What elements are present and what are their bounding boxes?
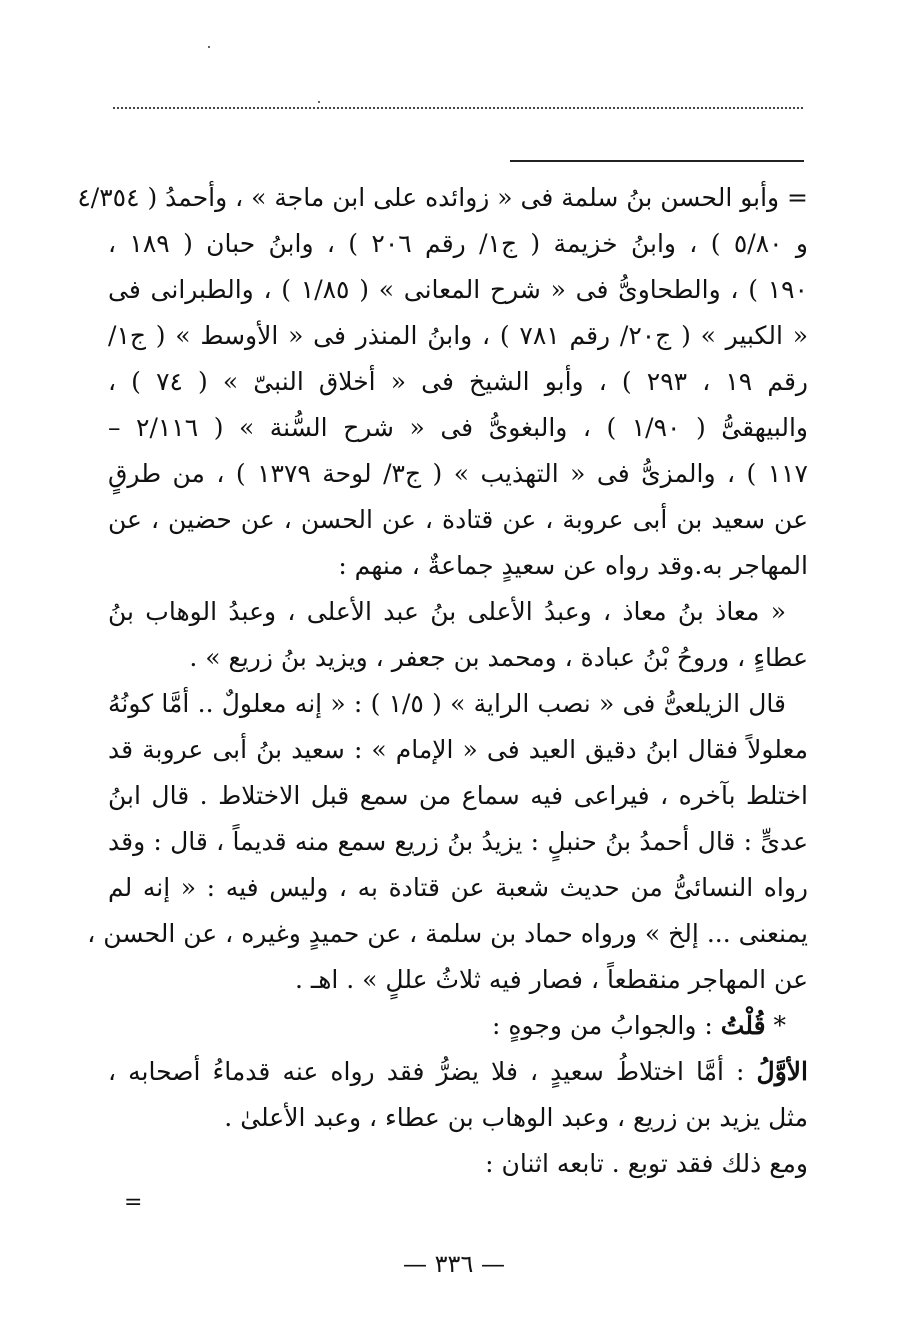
page-number: — ٣٣٦ — <box>403 1250 505 1278</box>
answer-heading-line <box>108 1003 808 1049</box>
footnote-line: المهاجر به.وقد رواه عن سعيدٍ جماعةٌ ، منهم : <box>338 551 808 580</box>
continuation-mark: = <box>124 1190 143 1215</box>
footnote-line: « معاذ بنُ معاذ ، وعبدُ الأعلى بنُ عبد الأعلى ، وعبدُ الوهاب بنُ <box>108 597 786 626</box>
footnote-line: ١١٧ ) ، والمزىُّ فى « التهذيب » ( ج٣/ لوحة ١٣٧٩ ) ، من طرقٍ <box>108 459 808 488</box>
footnote-line: رواه النسائىُّ من حديث شعبة عن قتادة به ، وليس فيه : « إنه لم <box>108 873 808 902</box>
answer-line: مثل يزيد بن زريع ، وعبد الوهاب بن عطاء ، وعبد الأعلىٰ . <box>224 1103 808 1132</box>
footnote-line: عدىٍّ : قال أحمدُ بنُ حنبلٍ : يزيدُ بنُ زريع سمع منه قديماً ، قال : وقد <box>108 827 808 856</box>
footnote-line: عطاءٍ ، وروحُ بْنُ عبادة ، ومحمد بن جعفر ، ويزيد بنُ زريع » . <box>189 643 808 672</box>
footnote-line: قال الزيلعىُّ فى « نصب الراية » ( ١/٥ ) : « إنه معلولٌ .. أمَّا كونُهُ <box>108 689 786 718</box>
footnote-line: يمنعنى ... إلخ » ورواه حماد بن سلمة ، عن حميدٍ وغيره ، عن الحسن ، <box>87 919 808 948</box>
footnote-line: = وأبو الحسن بنُ سلمة فى « زوائده على ابن ماجة » ، وأحمدُ ( ٤/٣٥٤ <box>77 183 808 212</box>
answer-line: ومع ذلك فقد توبع . تابعه اثنان : <box>485 1149 808 1178</box>
footnote-line: عن سعيد بن أبى عروبة ، عن قتادة ، عن الحسن ، عن حضين ، عن <box>108 505 808 534</box>
footnote-line: و ٥/٨٠ ) ، وابنُ خزيمة ( ج١/ رقم ٢٠٦ ) ، وابنُ حبان ( ١٨٩ ، <box>108 229 808 258</box>
footnote-line: ١٩٠ ) ، والطحاوىُّ فى « شرح المعانى » ( ١/٨٥ ) ، والطبرانى فى <box>108 275 808 304</box>
answer-first-line <box>108 1049 808 1095</box>
footnote-line: والبيهقىُّ ( ١/٩٠ ) ، والبغوىُّ فى « شرح السُّنة » ( ٢/١١٦ – <box>108 413 808 442</box>
answer-heading-text: : والجوابُ من وجوهٍ : <box>492 1011 713 1040</box>
footnote-line: رقم ١٩ ، ٢٩٣ ) ، وأبو الشيخ فى « أخلاق النبىّ » ( ٧٤ ) ، <box>108 367 809 396</box>
footnote-separator-rule <box>510 160 804 162</box>
top-dotted-rule <box>113 107 803 109</box>
asterisk-marker: * <box>773 1011 786 1040</box>
footnote-line: عن المهاجر منقطعاً ، فصار فيه ثلاثُ عللٍ » . اهـ . <box>294 965 808 994</box>
footnote-line: « الكبير » ( ج٢٠/ رقم ٧٨١ ) ، وابنُ المنذر فى « الأوسط » ( ج١/ <box>108 321 808 350</box>
qultu-word: قُلْتُ <box>720 1011 766 1040</box>
scan-speck <box>318 101 320 103</box>
footnote-line: معلولاً فقال ابنُ دقيق العيد فى « الإمام » : سعيد بنُ أبى عروبة قد <box>108 735 808 764</box>
scan-speck <box>208 46 210 48</box>
page-body <box>77 175 809 1187</box>
first-point-label: الأوَّلُ <box>756 1057 808 1086</box>
footnote-line: اختلط بآخره ، فيراعى فيه سماع من سمع قبل الاختلاط . قال ابنُ <box>108 781 808 810</box>
first-point-text: : أمَّا اختلاطُ سعيدٍ ، فلا يضرُّ فقد رواه عنه قدماءُ أصحابه ، <box>108 1057 745 1086</box>
